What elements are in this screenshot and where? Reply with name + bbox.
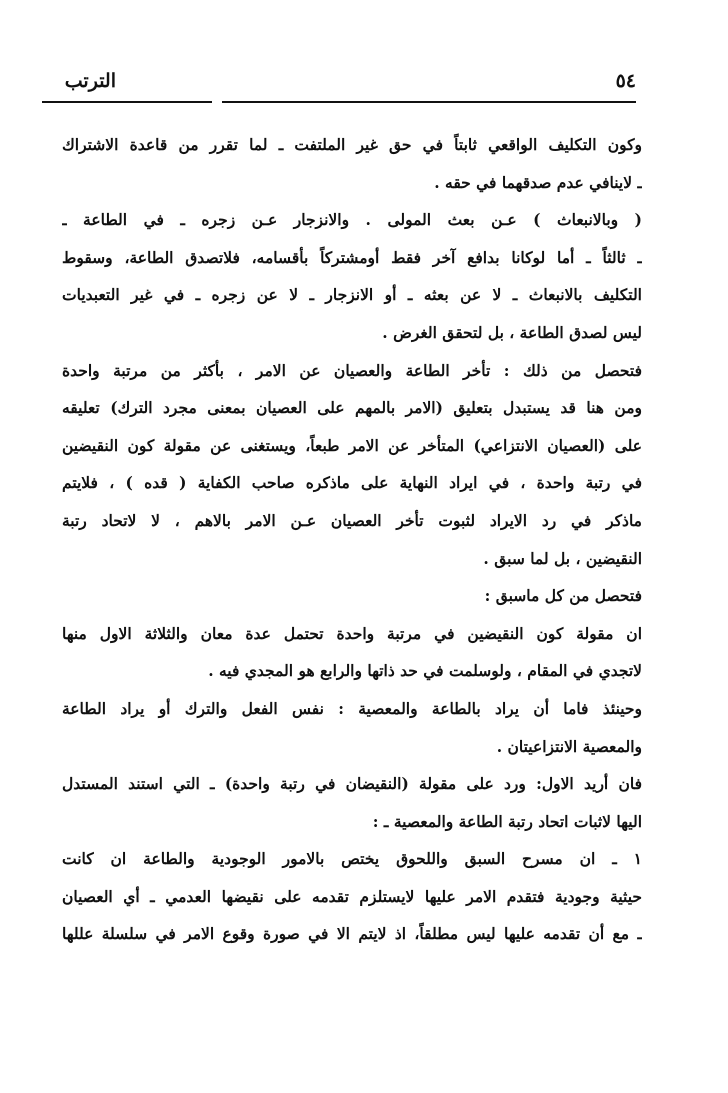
text-line: حيثية وجودية فتقدم الامر عليها لايستلزم تقدمه على نقيضها العدمي ـ أي العصيان [62, 886, 642, 906]
text-line: اليها لاثبات اتحاد رتبة الطاعة والمعصية ـ : [372, 811, 642, 831]
text-line: ليس لصدق الطاعة ، بل لتحقق الغرض . [382, 322, 642, 342]
text-line: وحينئذ فاما أن يراد بالطاعة والمعصية : نفس الفعل والترك أو يراد الطاعة [62, 698, 642, 718]
text-line: ان مقولة كون النقيضين في مرتبة واحدة تحتمل عدة معان والثلاثة الاول منها [62, 623, 642, 643]
text-line: ١ ـ ان مسرح السبق واللحوق يختص بالامور الوجودية والطاعة ان كانت [62, 849, 642, 869]
text-line: ـ ثالثاً ـ أما لوكانا بدافع آخر فقط أومشتركاً بأقسامه، فلاتصدق الطاعة، وسقوط [62, 247, 642, 267]
text-line: النقيضين ، بل لما سبق . [483, 548, 642, 568]
text-line: ـ لاينافي عدم صدقهما في حقه . [434, 172, 642, 192]
text-line: والمعصية الانتزاعيتان . [496, 736, 642, 756]
text-line: في رتبة واحدة ، في ايراد النهاية على ماذكره صاحب الكفاية ( قده ) ، فلايتم [62, 473, 642, 493]
text-line: على (العصيان الانتزاعي) المتأخر عن الامر طبعاً، ويستغنى عن مقولة كون النقيضين [62, 435, 642, 455]
body-text [62, 126, 642, 953]
page-header [40, 70, 636, 100]
text-line: فتحصل من ذلك : تأخر الطاعة والعصيان عن الامر ، بأكثر من مرتبة واحدة [62, 360, 642, 380]
text-line: ( وبالانبعاث ) عـن بعث المولى . والانزجار عـن زجره ـ في الطاعة ـ [62, 210, 642, 230]
header-rule-left [42, 101, 212, 103]
text-line: ماذكر في رد الايراد لثبوت تأخر العصيان عـن الامر بالاهم ، لا لاتحاد رتبة [62, 510, 642, 530]
text-line: التكليف بالانبعاث ـ لا عن بعثه ـ أو الانزجار ـ لا عن زجره ـ في غير التعبديات [62, 285, 642, 305]
text-line: لاتجدي في المقام ، ولوسلمت في حد ذاتها والرابع هو المجدي فيه . [208, 661, 642, 681]
page-number: ٥٤ [615, 70, 636, 92]
header-rule-right [222, 101, 636, 103]
text-line: فتحصل من كل ماسبق : [484, 586, 642, 606]
running-title: الترتب [64, 70, 116, 92]
text-line: ـ مع أن تقدمه عليها ليس مطلقاً، اذ لايتم الا في صورة وقوع الامر في سلسلة عللها [62, 924, 642, 944]
text-line: فان أريد الاول: ورد على مقولة (النقيضان في رتبة واحدة) ـ التي استند المستدل [62, 774, 642, 794]
text-line: ومن هنا قد يستبدل بتعليق (الامر بالمهم على العصيان بمعنى مجرد الترك) تعليقه [62, 398, 642, 418]
text-line: وكون التكليف الواقعي ثابتاً في حق غير الملتفت ـ لما تقرر من قاعدة الاشتراك [62, 135, 642, 154]
